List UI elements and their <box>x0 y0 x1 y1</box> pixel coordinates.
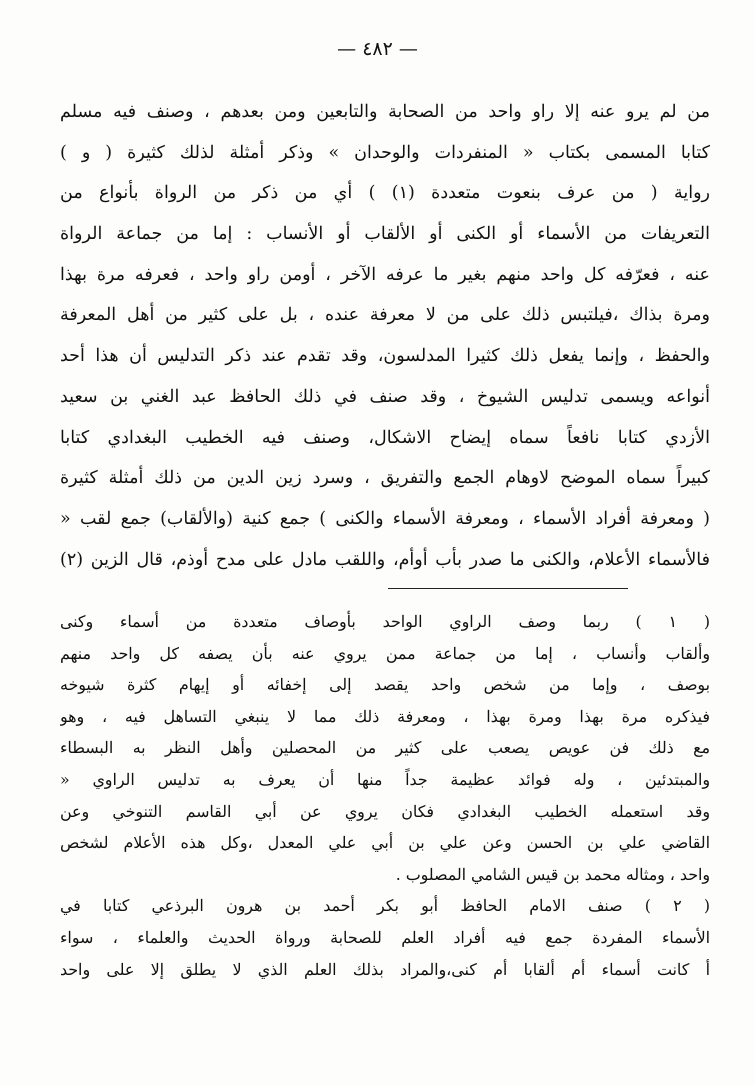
text-line: من لم يرو عنه إلا راو واحد من الصحابة والتابعين ومن بعدهم ، وصنف فيه مسلم <box>60 102 710 122</box>
footnote-line: أ كانت أسماء أم ألقابا أم كنى،والمراد بذلك العلم الذي لا يطلق إلا على واحد <box>60 959 710 979</box>
text-line: ( ومعرفة أفراد الأسماء ، ومعرفة الأسماء والكنى ) جمع كنية (والألقاب) جمع لقب « <box>60 508 710 529</box>
footnote-line: فيذكره مرة بهذا ومرة بهذا ، ومعرفة ذلك مما لا ينبغي التساهل فيه ، وهو <box>60 706 710 726</box>
main-text <box>60 92 710 580</box>
page-number: — ٤٨٢ — <box>337 38 418 60</box>
footnote-line: وألقاب وأنساب ، إما من جماعة ممن يروي عنه بأن يصفه كل واحد منهم <box>60 643 710 663</box>
footnote-divider <box>388 588 628 589</box>
footnote-line: الأسماء المفردة جمع فيه أفراد العلم للصحابة ورواة الحديث والعلماء ، سواء <box>60 927 710 947</box>
text-line: عنه ، فعرّفه كل واحد منهم بغير ما عرفه الآخر ، أومن راو واحد ، فعرفه مرة بهذا <box>60 264 710 285</box>
footnote-line: بوصف ، وإما من شخص واحد يقصد إلى إخفائه أو إيهام كثرة شيوخه <box>60 675 710 695</box>
text-line: فالأسماء الأعلام، والكنى ما صدر بأب أوأم، واللقب مادل على مدح أوذم، قال الزين (٢) <box>60 549 710 570</box>
text-line: أنواعه ويسمى تدليس الشيوخ ، وقد صنف في ذلك الحافظ عبد الغني بن سعيد <box>60 386 710 407</box>
text-line: كتابا المسمى بكتاب « المنفردات والوحدان » وذكر أمثلة لذلك كثيرة ( و ) <box>60 142 710 163</box>
text-line: رواية ( من عرف بنعوت متعددة (١) ) أي من ذكر من الرواة بأنواع من <box>60 183 710 204</box>
footnote-line: القاضي علي بن الحسن وعن علي بن أبي علي المعدل ،وكل هذه الأعلام لشخص <box>60 833 710 853</box>
footnote-line: وقد استعمله الخطيب البغدادي فكان يروي عن أبي القاسم التنوخي وعن <box>60 801 710 821</box>
text-line: والحفظ ، وإنما يفعل ذلك كثيرا المدلسون، وقد تقدم عند ذكر التدليس أن هذا أحد <box>60 346 710 367</box>
text-line: الأزدي كتابا نافعاً سماه إيضاح الاشكال، وصنف فيه الخطيب البغدادي كتابا <box>60 427 710 448</box>
footnote-line: ( ٢ ) صنف الامام الحافظ أبو بكر أحمد بن هرون البرذعي كتابا في <box>60 896 710 916</box>
footnotes <box>60 606 710 985</box>
footnote-line: والمبتدئين ، وله فوائد عظيمة جداً منها أن يعرف به تدليس الراوي « <box>60 769 710 789</box>
footnote-line: ( ١ ) ربما وصف الراوي الواحد بأوصاف متعددة من أسماء وكنى <box>60 612 710 631</box>
text-line: التعريفات من الأسماء أو الكنى أو الألقاب أو الأنساب : إما من جماعة الرواة <box>60 224 710 245</box>
footnote-line: مع ذلك فن عويص يصعب على كثير من المحصلين وأهل النظر به البسطاء <box>60 738 710 758</box>
footnote-line: واحد ، ومثاله محمد بن قيس الشامي المصلوب . <box>395 864 710 884</box>
text-line: كبيراً سماه الموضح لاوهام الجمع والتفريق ، وسرد زين الدين من ذلك أمثلة كثيرة <box>60 468 710 489</box>
text-line: ومرة بذاك ،فيلتبس ذلك على من لا معرفة عنده ، بل على كثير من أهل المعرفة <box>60 305 710 326</box>
